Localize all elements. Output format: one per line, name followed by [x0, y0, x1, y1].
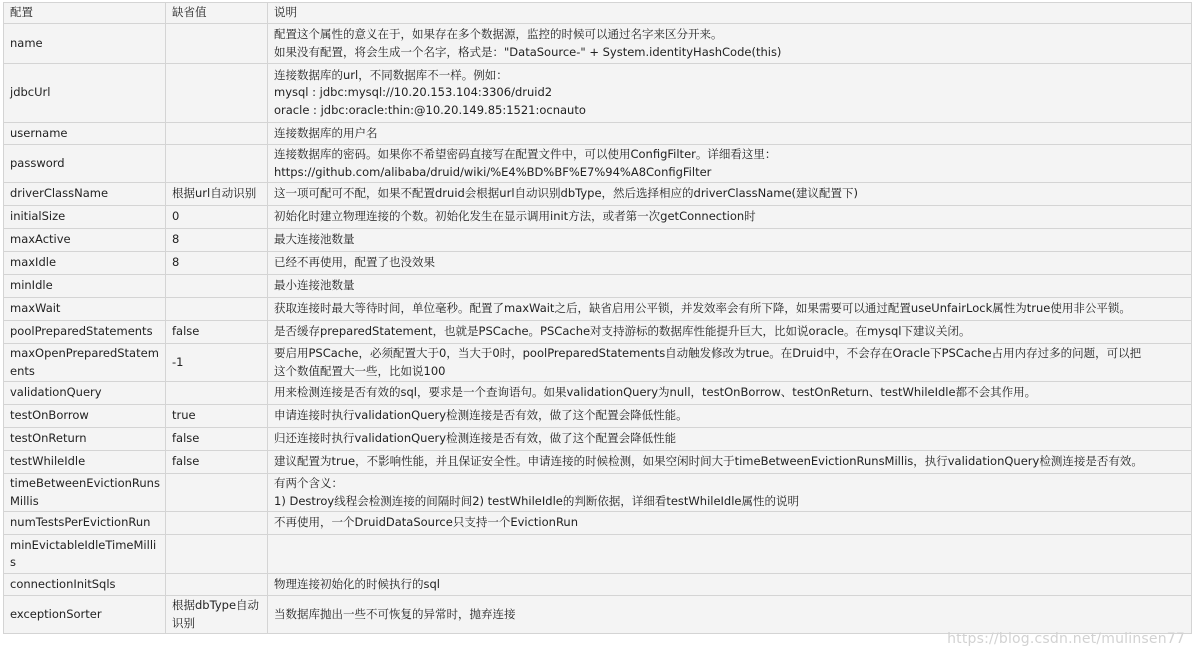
table-row: [4, 596, 1192, 634]
default-value-cell: false: [166, 428, 268, 451]
table-row: [4, 382, 1192, 405]
default-value-cell: 根据url自动识别: [166, 183, 268, 206]
description-cell: [268, 574, 1192, 596]
default-value-cell: [166, 535, 268, 574]
description-cell: [268, 183, 1192, 206]
description-line: 获取连接时最大等待时间，单位毫秒。配置了maxWait之后，缺省启用公平锁，并发效率会有所下降，如果需要可以通过配置useUnfairLock属性为true使用非公平锁。: [274, 301, 1131, 316]
description-line: 是否缓存preparedStatement，也就是PSCache。PSCache对支持游标的数据库性能提升巨大，比如说oracle。在mysql下建议关闭。: [274, 324, 971, 339]
description-line: 有两个含义：: [274, 476, 343, 490]
header-description: 说明: [268, 3, 1192, 24]
default-value-cell: [166, 574, 268, 596]
description-line: mysql : jdbc:mysql://10.20.153.104:3306/druid2: [274, 85, 553, 100]
description-cell: [268, 512, 1192, 535]
config-name-cell: initialSize: [4, 206, 166, 229]
config-table: [3, 2, 1192, 634]
description-line: 最小连接池数量: [274, 278, 355, 293]
default-value-cell: [166, 145, 268, 183]
description-cell: [268, 123, 1192, 145]
description-line: 建议配置为true，不影响性能，并且保证安全性。申请连接的时候检测，如果空闲时间大于timeBetweenEvictionRunsMillis，执行validationQuery检测连接是否有效。: [274, 454, 1143, 469]
config-name-cell: name: [4, 24, 166, 64]
table-row: [4, 574, 1192, 596]
description-line: 这一项可配可不配，如果不配置druid会根据url自动识别dbType，然后选择相应的driverClassName(建议配置下): [274, 186, 859, 201]
description-cell: [268, 535, 1192, 574]
table-row: [4, 451, 1192, 474]
description-cell: [268, 382, 1192, 405]
table-row: [4, 24, 1192, 64]
description-cell: [268, 428, 1192, 451]
config-name-cell: testWhileIdle: [4, 451, 166, 474]
config-name-cell: minEvictableIdleTimeMillis: [4, 535, 166, 574]
default-value-cell: 8: [166, 229, 268, 252]
default-value-cell: [166, 512, 268, 535]
config-name-cell: testOnBorrow: [4, 405, 166, 428]
description-cell: [268, 405, 1192, 428]
description-line: 物理连接初始化的时候执行的sql: [274, 576, 440, 591]
default-value-cell: [166, 474, 268, 512]
description-cell: [268, 344, 1192, 382]
description-line: 要启用PSCache，必须配置大于0，当大于0时，poolPreparedStatements自动触发修改为true。在Druid中，不会存在Oracle下PSCache占用内存过多的问题，可以把: [274, 346, 1142, 360]
description-cell: [268, 145, 1192, 183]
table-row: [4, 275, 1192, 298]
config-name-cell: maxIdle: [4, 252, 166, 275]
default-value-cell: -1: [166, 344, 268, 382]
description-line: 申请连接时执行validationQuery检测连接是否有效，做了这个配置会降低性能。: [274, 408, 688, 423]
config-name-cell: maxOpenPreparedStatements: [4, 344, 166, 382]
description-line: 配置这个属性的意义在于，如果存在多个数据源，监控的时候可以通过名字来区分开来。: [274, 27, 723, 41]
description-line: https://github.com/alibaba/druid/wiki/%E4%BD%BF%E7%94%A8ConfigFilter: [274, 164, 712, 179]
description-line: 当数据库抛出一些不可恢复的异常时，抛弃连接: [274, 606, 516, 621]
table-row: [4, 405, 1192, 428]
description-line: 归还连接时执行validationQuery检测连接是否有效，做了这个配置会降低性能: [274, 431, 677, 446]
description-cell: [268, 64, 1192, 123]
description-line: 最大连接池数量: [274, 232, 355, 247]
description-cell: [268, 451, 1192, 474]
description-line: 连接数据库的密码。如果你不希望密码直接写在配置文件中，可以使用ConfigFilter。详细看这里：: [274, 147, 777, 161]
table-row: [4, 64, 1192, 123]
config-name-cell: connectionInitSqls: [4, 574, 166, 596]
header-config: 配置: [4, 3, 166, 24]
config-name-cell: driverClassName: [4, 183, 166, 206]
description-line: 连接数据库的url，不同数据库不一样。例如：: [274, 67, 508, 82]
table-row: [4, 512, 1192, 535]
description-cell: [268, 474, 1192, 512]
table-row: [4, 123, 1192, 145]
config-name-cell: maxWait: [4, 298, 166, 321]
default-value-cell: [166, 298, 268, 321]
description-cell: [268, 321, 1192, 344]
config-name-cell: minIdle: [4, 275, 166, 298]
description-cell: [268, 229, 1192, 252]
config-name-cell: jdbcUrl: [4, 64, 166, 123]
default-value-cell: [166, 382, 268, 405]
description-cell: [268, 298, 1192, 321]
table-row: [4, 183, 1192, 206]
table-row: [4, 298, 1192, 321]
description-line: 如果没有配置，将会生成一个名字，格式是："DataSource-" + System.identityHashCode(this): [274, 44, 782, 59]
default-value-cell: false: [166, 451, 268, 474]
description-cell: [268, 252, 1192, 275]
description-cell: [268, 275, 1192, 298]
table-row: [4, 321, 1192, 344]
watermark-text: https://blog.csdn.net/mulinsen77: [947, 631, 1185, 647]
table-header-row: [4, 3, 1192, 24]
description-cell: [268, 206, 1192, 229]
table-row: [4, 229, 1192, 252]
description-line: 初始化时建立物理连接的个数。初始化发生在显示调用init方法，或者第一次getConnection时: [274, 209, 756, 224]
default-value-cell: [166, 275, 268, 298]
description-line: 连接数据库的用户名: [274, 125, 378, 140]
default-value-cell: [166, 64, 268, 123]
table-row: [4, 252, 1192, 275]
config-name-cell: poolPreparedStatements: [4, 321, 166, 344]
table-row: [4, 344, 1192, 382]
default-value-cell: [166, 24, 268, 64]
config-name-cell: timeBetweenEvictionRunsMillis: [4, 474, 166, 512]
config-name-cell: validationQuery: [4, 382, 166, 405]
default-value-cell: 根据dbType自动识别: [166, 596, 268, 634]
config-table-body: [4, 3, 1192, 634]
default-value-cell: true: [166, 405, 268, 428]
default-value-cell: [166, 123, 268, 145]
description-cell: [268, 596, 1192, 634]
config-name-cell: testOnReturn: [4, 428, 166, 451]
description-line: 这个数值配置大一些，比如说100: [274, 363, 446, 378]
description-line: 用来检测连接是否有效的sql，要求是一个查询语句。如果validationQuery为null，testOnBorrow、testOnReturn、testWhileIdle都不会其作用。: [274, 385, 1037, 400]
table-row: [4, 206, 1192, 229]
description-line: 已经不再使用，配置了也没效果: [274, 255, 435, 270]
config-name-cell: password: [4, 145, 166, 183]
config-name-cell: maxActive: [4, 229, 166, 252]
description-line: 不再使用，一个DruidDataSource只支持一个EvictionRun: [274, 515, 578, 530]
table-row: [4, 535, 1192, 574]
table-row: [4, 474, 1192, 512]
table-row: [4, 428, 1192, 451]
default-value-cell: false: [166, 321, 268, 344]
table-row: [4, 145, 1192, 183]
default-value-cell: 0: [166, 206, 268, 229]
config-name-cell: numTestsPerEvictionRun: [4, 512, 166, 535]
description-line: 1) Destroy线程会检测连接的间隔时间2) testWhileIdle的判断依据，详细看testWhileIdle属性的说明: [274, 493, 800, 508]
config-name-cell: exceptionSorter: [4, 596, 166, 634]
default-value-cell: 8: [166, 252, 268, 275]
config-name-cell: username: [4, 123, 166, 145]
description-cell: [268, 24, 1192, 64]
header-default: 缺省值: [166, 3, 268, 24]
description-line: oracle : jdbc:oracle:thin:@10.20.149.85:1521:ocnauto: [274, 102, 586, 117]
